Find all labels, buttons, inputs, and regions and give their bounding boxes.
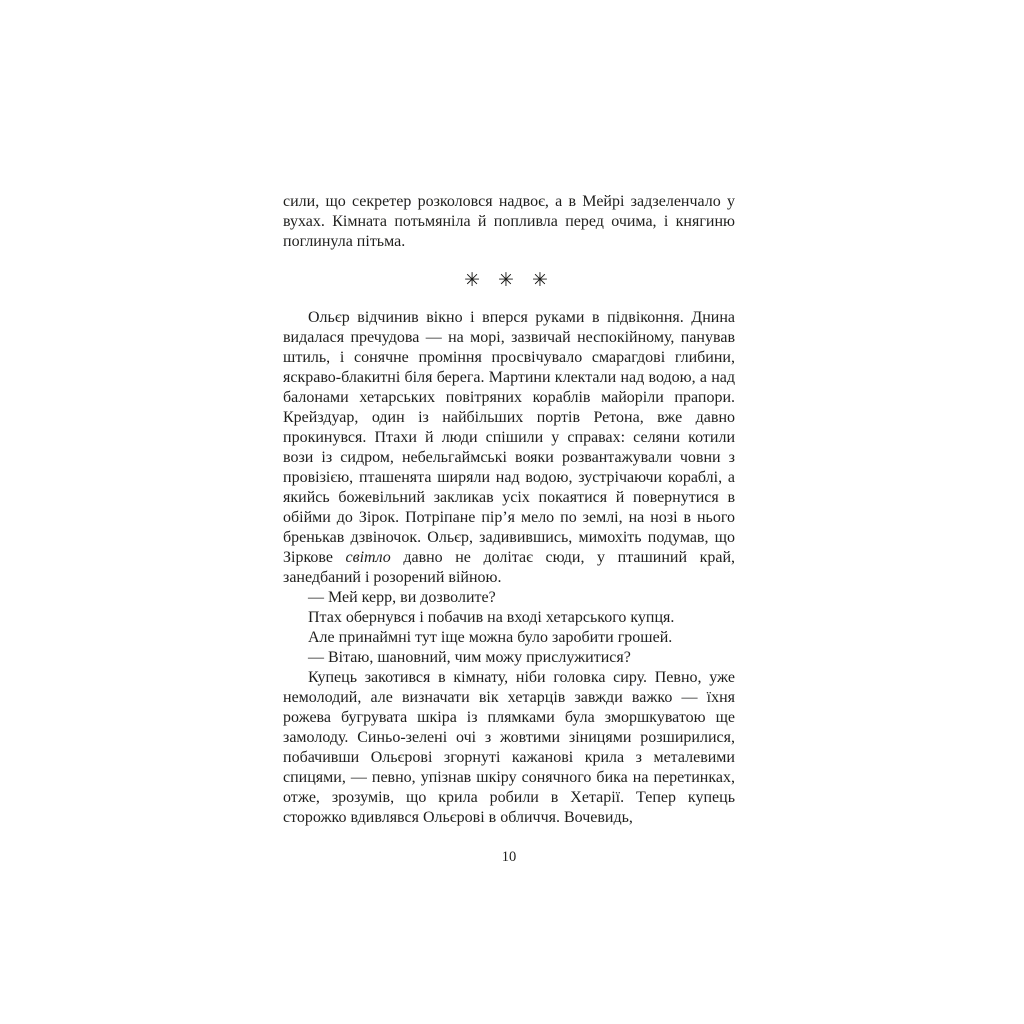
text-column (283, 192, 735, 828)
paragraph (283, 192, 735, 252)
text-run: давно не долітає сюди, у пташиний край, занедбаний і розорений війною. (283, 549, 736, 586)
text-run: Але принаймні тут іще можна було заробити грошей. (308, 629, 673, 646)
paragraph (283, 628, 735, 648)
section-divider (283, 268, 735, 292)
paragraph (283, 308, 735, 588)
italic-text-run: світло (345, 549, 391, 566)
text-run: Купець закотився в кімнату, ніби головка сиру. Певно, уже немолодий, але визначати вік хетарців завжди важко — їхня рожева бугрувата шкіра із плямками була зморшкуватою ще замолоду. Синьо-зелені очі з жовтими зіницями розширилися, побачивши Ольєрові згорнуті кажанові крила з металевими спицями, — певно, упізнав шкіру сонячного бика на перетинках, отже, зрозумів, що крила робили в Хетарії. Тепер купець сторожко вдивлявся Ольєрові в обличчя. Вочевидь, (283, 669, 735, 826)
text-run: Птах обернувся і побачив на вході хетарського купця. (308, 609, 675, 626)
paragraph (283, 588, 735, 608)
text-run: сили, що секретер розколовся надвоє, а в Мейрі задзеленчало у вухах. Кімната потьмяніла й попливла перед очима, і княгиню поглинула пітьма. (283, 193, 735, 250)
paragraph (283, 648, 735, 668)
page-number: 10 (501, 849, 517, 865)
text-run: Ольєр відчинив вікно і вперся руками в підвіконня. Днина видалася пречудова — на морі, зазвичай неспокійному, панував штиль, і сонячне проміння просвічувало смарагдові глибини, яскраво-блакитні біля берега. Мартини клектали над водою, а над балонами хетарських повітряних кораблів майоріли прапори. Крейздуар, один із найбільших портів Ретона, вже давно прокинувся. Птахи й люди спішили у справах: селяни котили вози із сидром, небельгаймські вояки розвантажували човни з провізією, пташенята ширяли над водою, зустрічаючи кораблі, а якийсь божевільний закликав усіх покаятися й повернутися в обійми до Зірок. Потріпане пір’я мело по землі, на нозі в нього бренькав дзвіночок. Ольєр, задивившись, мимохіть подумав, що Зіркове (283, 309, 735, 566)
paragraph (283, 668, 735, 828)
asterism-stars-icon: ✳ ✳ ✳ (464, 269, 554, 291)
text-run: — Вітаю, шановний, чим можу прислужитися? (308, 649, 631, 666)
text-run: — Мей керр, ви дозволите? (308, 589, 496, 606)
paragraph (283, 608, 735, 628)
